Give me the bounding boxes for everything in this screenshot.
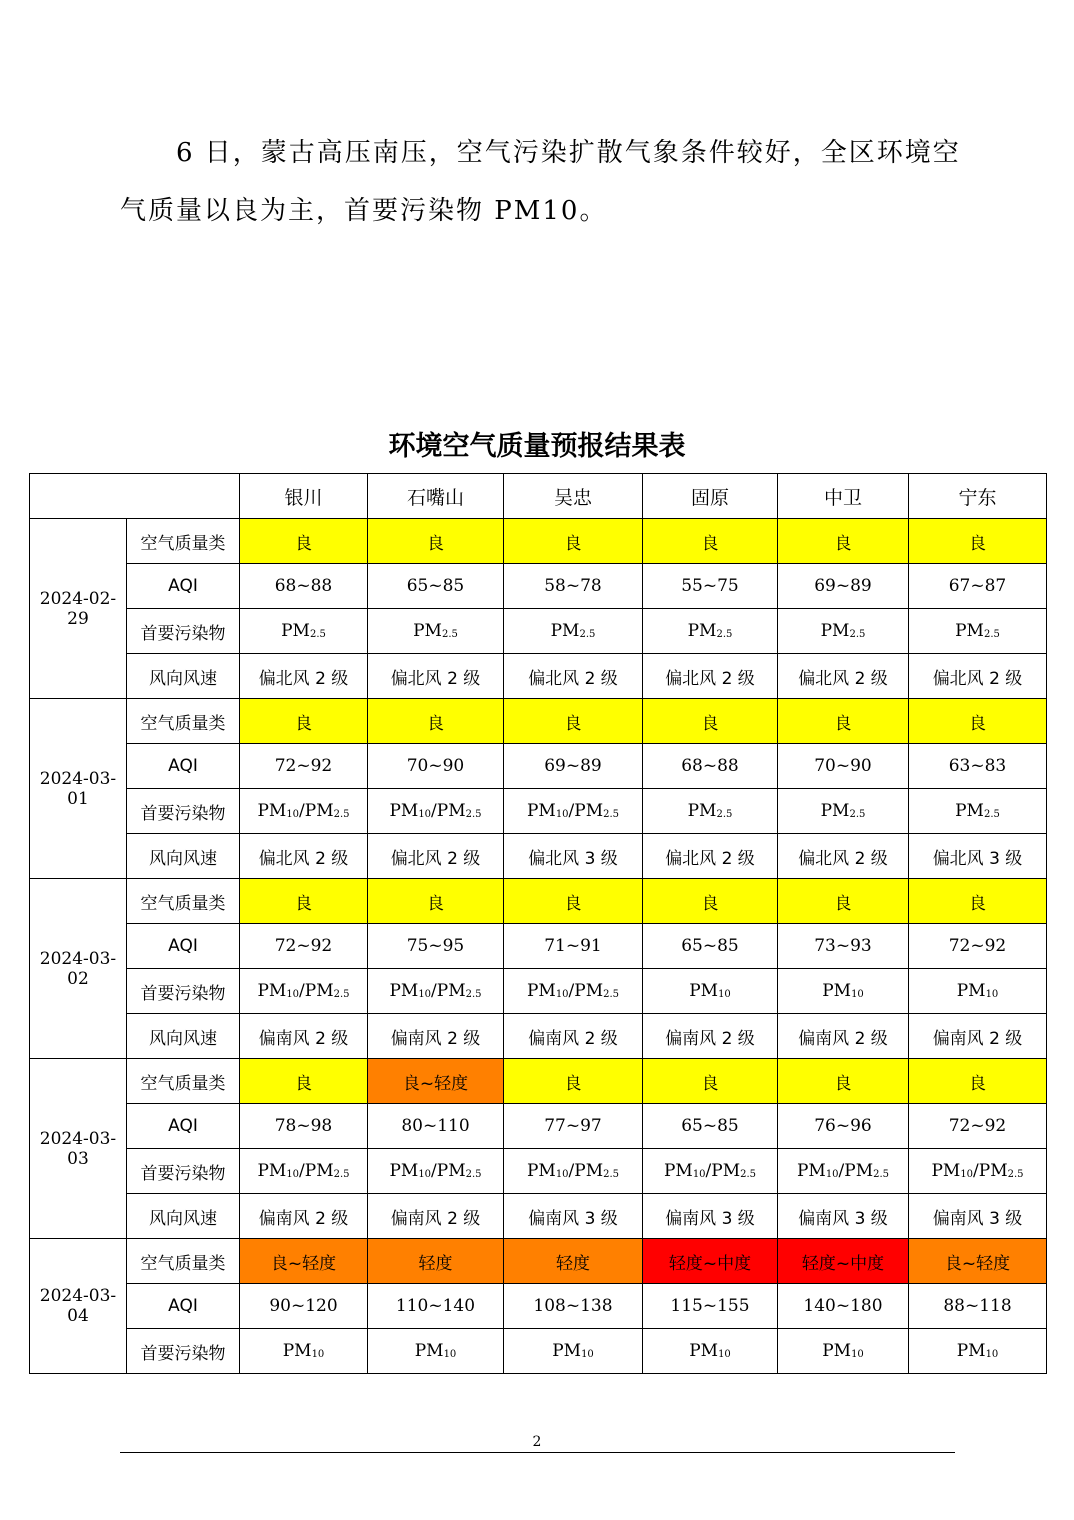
pollutant-cell: $PM_{2.5}$ [909, 609, 1047, 654]
row-wind [30, 1014, 1047, 1059]
quality-cell: 良 [504, 699, 643, 744]
pollutant-cell: $PM_{10}/PM_{2.5}$ [240, 969, 368, 1014]
quality-cell: 良 [240, 699, 368, 744]
aqi-cell: 72~92 [240, 924, 368, 969]
pollutant-cell: $PM_{10}/PM_{2.5}$ [368, 1149, 504, 1194]
pollutant-cell: $PM_{10}$ [240, 1329, 368, 1374]
quality-cell: 良~轻度 [909, 1239, 1047, 1284]
wind-cell: 偏北风 2 级 [368, 654, 504, 699]
wind-cell: 偏北风 2 级 [240, 834, 368, 879]
quality-cell: 良 [368, 879, 504, 924]
aqi-cell: 67~87 [909, 564, 1047, 609]
quality-cell: 良 [778, 879, 909, 924]
pollutant-cell: $PM_{10}$ [778, 969, 909, 1014]
row-label-quality: 空气质量类 [127, 879, 240, 924]
quality-cell: 良 [643, 879, 778, 924]
aqi-cell: 63~83 [909, 744, 1047, 789]
aqi-cell: 80~110 [368, 1104, 504, 1149]
quality-cell: 良 [643, 699, 778, 744]
wind-cell: 偏南风 2 级 [368, 1014, 504, 1059]
row-label-pollutant: 首要污染物 [127, 1149, 240, 1194]
city-header: 吴忠 [504, 474, 643, 519]
pollutant-cell: $PM_{10}/PM_{2.5}$ [368, 789, 504, 834]
aqi-cell: 65~85 [643, 1104, 778, 1149]
quality-cell: 良 [643, 519, 778, 564]
row-label-aqi: AQI [127, 1104, 240, 1149]
header-corner [30, 474, 240, 519]
aqi-cell: 58~78 [504, 564, 643, 609]
footer-rule [120, 1452, 955, 1453]
row-aqi [30, 744, 1047, 789]
wind-cell: 偏南风 3 级 [504, 1194, 643, 1239]
row-label-wind: 风向风速 [127, 654, 240, 699]
pollutant-cell: $PM_{10}$ [778, 1329, 909, 1374]
pollutant-cell: $PM_{10}/PM_{2.5}$ [368, 969, 504, 1014]
city-header: 石嘴山 [368, 474, 504, 519]
pollutant-cell: $PM_{2.5}$ [368, 609, 504, 654]
row-quality [30, 1059, 1047, 1104]
aqi-cell: 69~89 [778, 564, 909, 609]
aqi-cell: 110~140 [368, 1284, 504, 1329]
wind-cell: 偏南风 2 级 [240, 1194, 368, 1239]
pollutant-cell: $PM_{2.5}$ [240, 609, 368, 654]
city-header: 中卫 [778, 474, 909, 519]
wind-cell: 偏南风 2 级 [240, 1014, 368, 1059]
row-label-wind: 风向风速 [127, 834, 240, 879]
wind-cell: 偏南风 3 级 [909, 1194, 1047, 1239]
wind-cell: 偏北风 2 级 [643, 654, 778, 699]
quality-cell: 良 [909, 699, 1047, 744]
pollutant-cell: $PM_{10}$ [504, 1329, 643, 1374]
wind-cell: 偏北风 2 级 [778, 654, 909, 699]
wind-cell: 偏南风 2 级 [778, 1014, 909, 1059]
wind-cell: 偏南风 3 级 [778, 1194, 909, 1239]
row-label-aqi: AQI [127, 564, 240, 609]
row-quality [30, 879, 1047, 924]
aqi-cell: 69~89 [504, 744, 643, 789]
quality-cell: 轻度~中度 [778, 1239, 909, 1284]
aqi-cell: 70~90 [778, 744, 909, 789]
row-aqi [30, 1284, 1047, 1329]
quality-cell: 良 [504, 879, 643, 924]
quality-cell: 良 [368, 519, 504, 564]
page-number: 2 [532, 1434, 542, 1450]
city-header: 银川 [240, 474, 368, 519]
aqi-cell: 90~120 [240, 1284, 368, 1329]
row-label-aqi: AQI [127, 924, 240, 969]
row-label-quality: 空气质量类 [127, 699, 240, 744]
wind-cell: 偏南风 2 级 [909, 1014, 1047, 1059]
pollutant-cell: $PM_{10}$ [909, 1329, 1047, 1374]
quality-cell: 良 [240, 519, 368, 564]
city-header: 宁东 [909, 474, 1047, 519]
aqi-cell: 73~93 [778, 924, 909, 969]
date-cell: 2024-03-02 [30, 879, 127, 1059]
aqi-cell: 72~92 [240, 744, 368, 789]
pollutant-cell: $PM_{10}$ [368, 1329, 504, 1374]
pollutant-cell: $PM_{10}$ [909, 969, 1047, 1014]
row-label-pollutant: 首要污染物 [127, 969, 240, 1014]
quality-cell: 良~轻度 [240, 1239, 368, 1284]
quality-cell: 良 [909, 519, 1047, 564]
pollutant-cell: $PM_{10}/PM_{2.5}$ [909, 1149, 1047, 1194]
wind-cell: 偏北风 2 级 [778, 834, 909, 879]
aqi-cell: 65~85 [368, 564, 504, 609]
pollutant-cell: $PM_{10}$ [643, 969, 778, 1014]
aqi-cell: 77~97 [504, 1104, 643, 1149]
wind-cell: 偏北风 2 级 [368, 834, 504, 879]
quality-cell: 良 [778, 1059, 909, 1104]
aqi-cell: 68~88 [643, 744, 778, 789]
row-wind [30, 834, 1047, 879]
aqi-cell: 108~138 [504, 1284, 643, 1329]
pollutant-cell: $PM_{10}/PM_{2.5}$ [240, 1149, 368, 1194]
wind-cell: 偏北风 3 级 [909, 834, 1047, 879]
row-label-wind: 风向风速 [127, 1014, 240, 1059]
row-quality [30, 519, 1047, 564]
row-aqi [30, 564, 1047, 609]
row-quality [30, 1239, 1047, 1284]
quality-cell: 良~轻度 [368, 1059, 504, 1104]
aqi-cell: 115~155 [643, 1284, 778, 1329]
wind-cell: 偏北风 2 级 [909, 654, 1047, 699]
row-pollutant [30, 609, 1047, 654]
row-label-pollutant: 首要污染物 [127, 609, 240, 654]
row-pollutant [30, 969, 1047, 1014]
aqi-cell: 76~96 [778, 1104, 909, 1149]
pollutant-cell: $PM_{2.5}$ [909, 789, 1047, 834]
row-label-pollutant: 首要污染物 [127, 1329, 240, 1374]
pollutant-cell: $PM_{2.5}$ [643, 789, 778, 834]
wind-cell: 偏南风 2 级 [643, 1014, 778, 1059]
pollutant-cell: $PM_{10}$ [643, 1329, 778, 1374]
row-label-wind: 风向风速 [127, 1194, 240, 1239]
pollutant-cell: $PM_{10}/PM_{2.5}$ [504, 969, 643, 1014]
pollutant-cell: $PM_{2.5}$ [778, 609, 909, 654]
pollutant-cell: $PM_{10}/PM_{2.5}$ [504, 789, 643, 834]
aqi-cell: 55~75 [643, 564, 778, 609]
row-pollutant [30, 789, 1047, 834]
pollutant-cell: $PM_{10}/PM_{2.5}$ [778, 1149, 909, 1194]
intro-line-1: 6 日，蒙古高压南压，空气污染扩散气象条件较好，全区环境空 [176, 138, 961, 168]
quality-cell: 良 [909, 879, 1047, 924]
aqi-cell: 75~95 [368, 924, 504, 969]
row-aqi [30, 924, 1047, 969]
aqi-cell: 68~88 [240, 564, 368, 609]
quality-cell: 良 [643, 1059, 778, 1104]
row-quality [30, 699, 1047, 744]
quality-cell: 轻度~中度 [643, 1239, 778, 1284]
quality-cell: 良 [240, 879, 368, 924]
row-label-pollutant: 首要污染物 [127, 789, 240, 834]
wind-cell: 偏南风 2 级 [368, 1194, 504, 1239]
date-cell: 2024-03-03 [30, 1059, 127, 1239]
pollutant-cell: $PM_{2.5}$ [643, 609, 778, 654]
row-label-aqi: AQI [127, 1284, 240, 1329]
quality-cell: 良 [778, 519, 909, 564]
wind-cell: 偏南风 3 级 [643, 1194, 778, 1239]
intro-line-2: 气质量以良为主，首要污染物 PM10。 [120, 196, 608, 226]
row-pollutant [30, 1149, 1047, 1194]
aqi-cell: 71~91 [504, 924, 643, 969]
row-wind [30, 1194, 1047, 1239]
row-label-quality: 空气质量类 [127, 519, 240, 564]
aqi-cell: 140~180 [778, 1284, 909, 1329]
forecast-table [29, 473, 1047, 1374]
quality-cell: 良 [504, 519, 643, 564]
row-wind [30, 654, 1047, 699]
row-aqi [30, 1104, 1047, 1149]
aqi-cell: 70~90 [368, 744, 504, 789]
wind-cell: 偏北风 3 级 [504, 834, 643, 879]
quality-cell: 轻度 [504, 1239, 643, 1284]
row-label-quality: 空气质量类 [127, 1239, 240, 1284]
pollutant-cell: $PM_{2.5}$ [778, 789, 909, 834]
row-label-aqi: AQI [127, 744, 240, 789]
table-title: 环境空气质量预报结果表 [388, 431, 686, 462]
aqi-cell: 88~118 [909, 1284, 1047, 1329]
wind-cell: 偏北风 2 级 [240, 654, 368, 699]
wind-cell: 偏南风 2 级 [504, 1014, 643, 1059]
date-cell: 2024-03-04 [30, 1239, 127, 1374]
wind-cell: 偏北风 2 级 [504, 654, 643, 699]
pollutant-cell: $PM_{10}/PM_{2.5}$ [643, 1149, 778, 1194]
row-pollutant [30, 1329, 1047, 1374]
quality-cell: 良 [909, 1059, 1047, 1104]
date-cell: 2024-02-29 [30, 519, 127, 699]
quality-cell: 良 [368, 699, 504, 744]
row-label-quality: 空气质量类 [127, 1059, 240, 1104]
quality-cell: 轻度 [368, 1239, 504, 1284]
quality-cell: 良 [240, 1059, 368, 1104]
aqi-cell: 72~92 [909, 1104, 1047, 1149]
pollutant-cell: $PM_{10}/PM_{2.5}$ [504, 1149, 643, 1194]
date-cell: 2024-03-01 [30, 699, 127, 879]
quality-cell: 良 [778, 699, 909, 744]
city-header: 固原 [643, 474, 778, 519]
aqi-cell: 78~98 [240, 1104, 368, 1149]
pollutant-cell: $PM_{10}/PM_{2.5}$ [240, 789, 368, 834]
pollutant-cell: $PM_{2.5}$ [504, 609, 643, 654]
aqi-cell: 65~85 [643, 924, 778, 969]
header-row [30, 474, 1047, 519]
wind-cell: 偏北风 2 级 [643, 834, 778, 879]
quality-cell: 良 [504, 1059, 643, 1104]
aqi-cell: 72~92 [909, 924, 1047, 969]
